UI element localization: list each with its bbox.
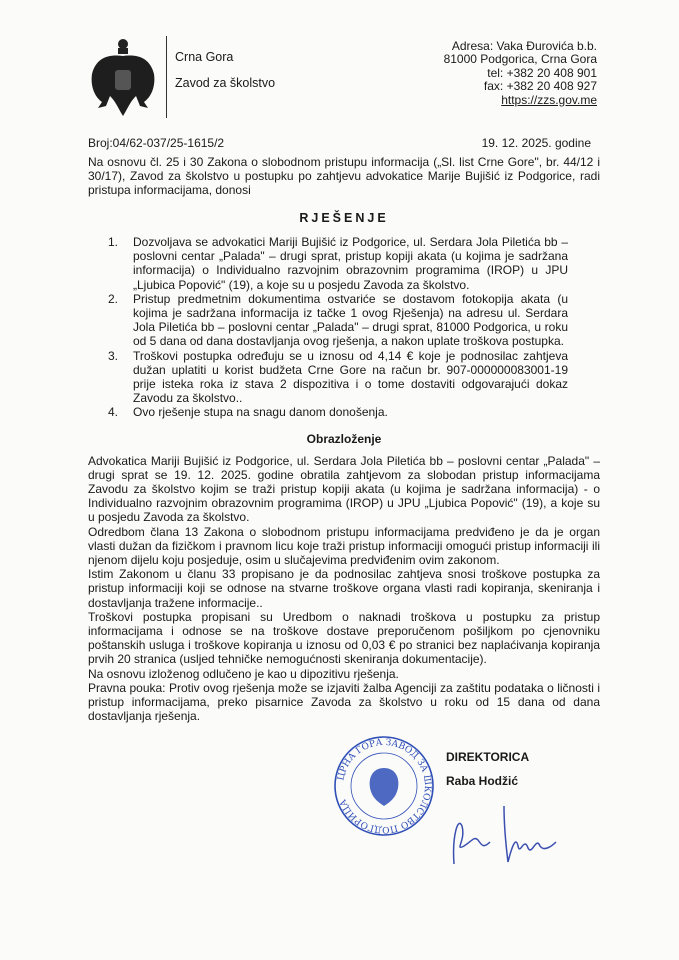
intro-paragraph: Na osnovu čl. 25 i 30 Zakona o slobodnom pristupu informacija („Sl. list Crne Gore", br. 44/12 i 30/17), Zavod za školstvo u postupku po zahtjevu advokatice Marije Bujišić iz Podgorice, radi pristupa informacijama, donosi [88, 155, 600, 197]
institution-name: Zavod za školstvo [175, 76, 276, 90]
document-content [88, 155, 600, 869]
document-date: 19. 12. 2025. godine [481, 136, 591, 150]
reference-number: Broj:04/62-037/25-1615/2 [88, 136, 225, 150]
official-stamp [332, 734, 436, 838]
paragraph: Odredbom člana 13 Zakona o slobodnom pristupu informacijama predviđeno je da je organ vlasti dužan da fizičkom i pravnom licu koje traži pristup informaciji omogući pristup informaciji ili njenom dijelu koju posjeduje, osim u slučajevima predviđenim ovim zakonom. [88, 524, 600, 568]
decision-items [108, 235, 568, 420]
country-name: Crna Gora [175, 50, 234, 64]
item-text: Troškovi postupka određuju se u iznosu od 4,14 € koje je podnosilac zahtjeva dužan uplatiti u korist budžeta Crne Gore na račun br. 907-000000083001-19 prije isteka roka iz stava 2 dispozitiva i o tome dostaviti odgovarajući dokaz Zavodu za školstvo.. [133, 348, 568, 406]
item-number: 4. [108, 405, 119, 420]
item-text: Ovo rješenje stupa na snagu danom donošenja. [133, 405, 388, 420]
decision-item [108, 349, 568, 406]
fax: fax: +382 20 408 927 [483, 79, 597, 94]
paragraph: Troškovi postupka propisani su Uredbom o naknadi troškova u postupku za pristup informacijama i odnose se na troškove dostave preporučenom pošiljkom po cjenovniku poštanskih usluga i troškove kopiranja u iznosu od 0,03 € po stranici bez naplaćivanja kopiranja prvih 20 stranica (usljed tehničke nemogućnosti skeniranja dokumentacije). [88, 609, 600, 667]
contact-block [444, 40, 597, 107]
signatory-name: Raba Hodžić [446, 773, 519, 788]
svg-text:ЦРНА ГОРА ЗАВОД ЗА ШКОЛСТВО ПО: ЦРНА ГОРА ЗАВОД ЗА ШКОЛСТВО ПОДГОРИЦА [336, 737, 433, 834]
section-heading: Obrazloženje [306, 431, 382, 446]
decision-item [108, 405, 568, 419]
coat-of-arms-logo [88, 36, 158, 118]
handwritten-signature [444, 796, 594, 866]
signature-block [88, 734, 600, 869]
signatory-role: DIREKTORICA [446, 749, 530, 764]
item-text: Pristup predmetnim dokumentima ostvariće se dostavom fotokopija akata (u kojima je sadržana informacija iz tačke 1 ovog Rješenja) na adresu ul. Serdara Jola Piletića bb – poslovni centar „Palada" – drugi sprat, 81000 Podgorica, u roku od 5 dana od dana dostavljanja ovog rješenja, a nakon uplate troškova postupka. [133, 291, 568, 349]
paragraph: Istim Zakonom u članu 33 propisano je da podnosilac zahtjeva snosi troškove postupka za pristup informaciji koji se odnose na stvarne troškove organa vlasti radi kopiranja, skeniranja i dostavljanja tražene informacije.. [88, 567, 600, 610]
decision-item [108, 235, 568, 292]
item-number: 2. [108, 291, 119, 306]
item-number: 3. [108, 348, 119, 363]
address-line: Adresa: Vaka Đurovića b.b. [451, 39, 597, 53]
item-text: Dozvoljava se advokatici Mariji Bujišić iz Podgorice, ul. Serdara Jola Piletića bb – poslovni centar „Palada" – drugi sprat, pristup kopiji akata (u kojima je sadržana informacija) o Individualno razvojnim obrazovnim programima (IROP) u JPU „Ljubica Popović" (19), a koje su u posjedu Zavoda za školstvo. [133, 235, 568, 292]
header-divider [166, 36, 167, 118]
address-line: 81000 Podgorica, Crna Gora [443, 52, 597, 67]
decision-item [108, 292, 568, 349]
document-title: RJEŠENJE [299, 211, 389, 225]
phone: tel: +382 20 408 901 [487, 65, 597, 80]
paragraph: Na osnovu izloženog odlučeno je kao u dipozitivu rješenja. [88, 666, 399, 681]
explanation-body [88, 454, 600, 724]
item-number: 1. [108, 235, 119, 249]
website-link[interactable]: https://zzs.gov.me [501, 92, 597, 107]
paragraph: Advokatica Mariji Bujišić iz Podgorice, ul. Serdara Jola Piletića bb – poslovni centar „Palada" – drugi sprat se 19. 12. 2025. godine obratila zahtjevom za slobodan pristup informacijama Zavodu za školstvo kojim se traži pristup kopiji akata (u kojima je sadržana informacija) - o Individualno razvojnim obrazovnim programima (IROP) u JPU „Ljubica Popović" (19), a koje su u posjedu Zavoda za školstvo. [88, 453, 600, 525]
legal-notice: Pravna pouka: Protiv ovog rješenja može se izjaviti žalba Agenciji za zaštitu podataka o ličnosti i pristup informacijama, preko pisarnice Zavoda za školstvo u roku od 15 dana od dana dostavljanja rješenja. [88, 680, 600, 724]
